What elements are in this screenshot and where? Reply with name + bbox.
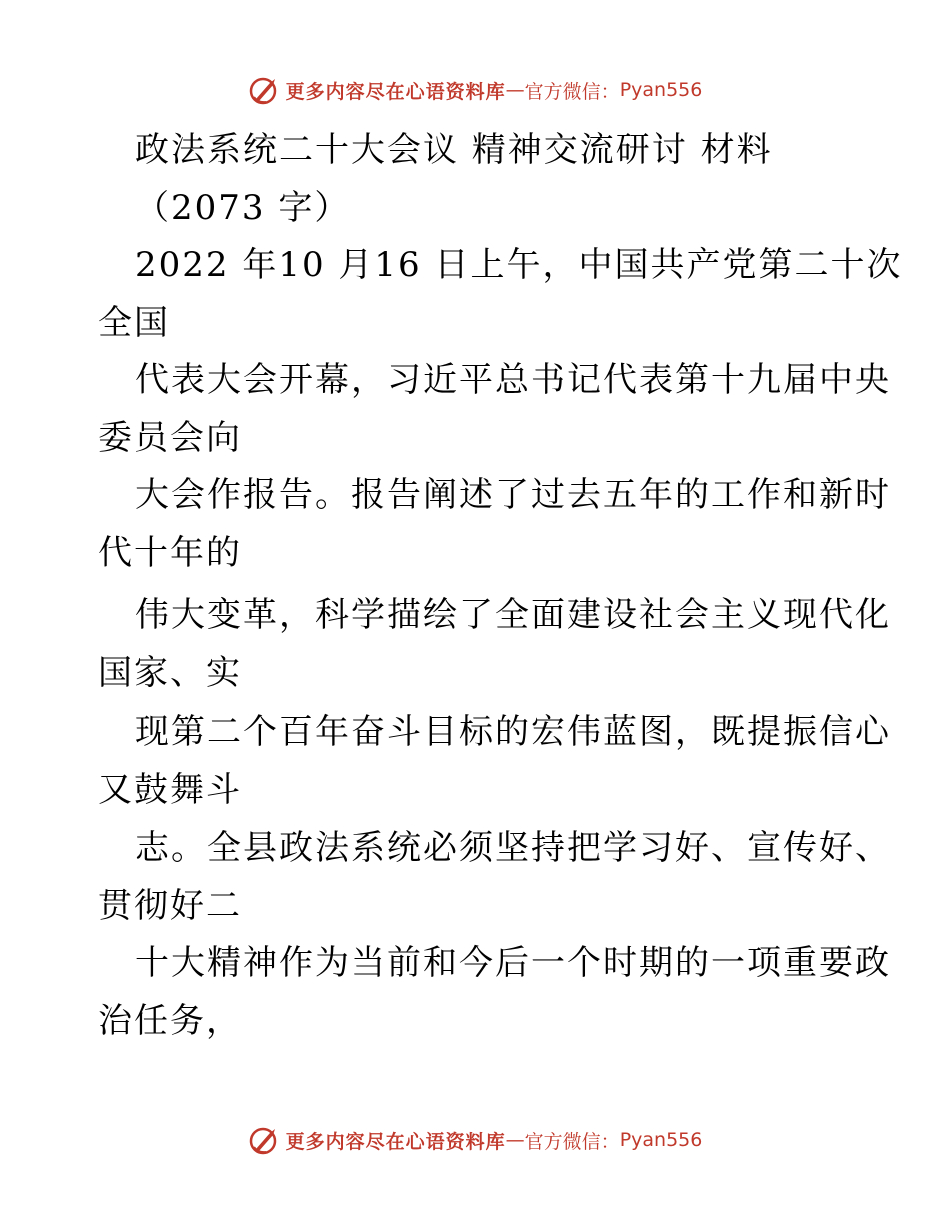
paragraph-line: 大会作报告。报告阐述了过去五年的工作和新时 <box>135 475 891 515</box>
watermark-wechat-label: 官方微信： <box>524 80 620 103</box>
paragraph-line: 2022 年10 月16 日上午，中国共产党第二十次 <box>135 245 903 285</box>
paragraph-line: 志。全县政法系统必须坚持把学习好、宣传好、 <box>135 828 891 868</box>
paragraph-line: 代十年的 <box>98 533 242 573</box>
paragraph-line: 伟大变革，科学描绘了全面建设社会主义现代化 <box>135 595 891 635</box>
paragraph-line: 贯彻好二 <box>98 886 242 926</box>
watermark-separator: — <box>505 79 525 101</box>
watermark-separator: — <box>505 1129 525 1151</box>
watermark-text: 更多内容尽在心语资料库 <box>285 1130 506 1153</box>
paragraph-line: 治任务， <box>98 1001 242 1041</box>
document-title: 政法系统二十大会议 精神交流研讨 材料 <box>135 130 773 170</box>
footer-watermark <box>0 1120 950 1160</box>
paragraph-line: 国家、实 <box>98 653 242 693</box>
paragraph-line: 现第二个百年奋斗目标的宏伟蓝图，既提振信心 <box>135 712 891 752</box>
watermark-text: 更多内容尽在心语资料库 <box>285 80 506 103</box>
watermark-wechat-label: 官方微信： <box>524 1130 620 1153</box>
paragraph-line: 委员会向 <box>98 418 242 458</box>
watermark-wechat-id: Pyan556 <box>619 79 703 101</box>
paragraph-line: 代表大会开幕，习近平总书记代表第十九届中央 <box>135 360 891 400</box>
paragraph-line: 全国 <box>98 303 170 343</box>
watermark-wechat-id: Pyan556 <box>619 1129 703 1151</box>
paragraph-line: 十大精神作为当前和今后一个时期的一项重要政 <box>135 943 891 983</box>
pen-logo-icon <box>248 1123 282 1157</box>
paragraph-line: 又鼓舞斗 <box>98 770 242 810</box>
document-wordcount: （2073 字） <box>135 188 351 228</box>
